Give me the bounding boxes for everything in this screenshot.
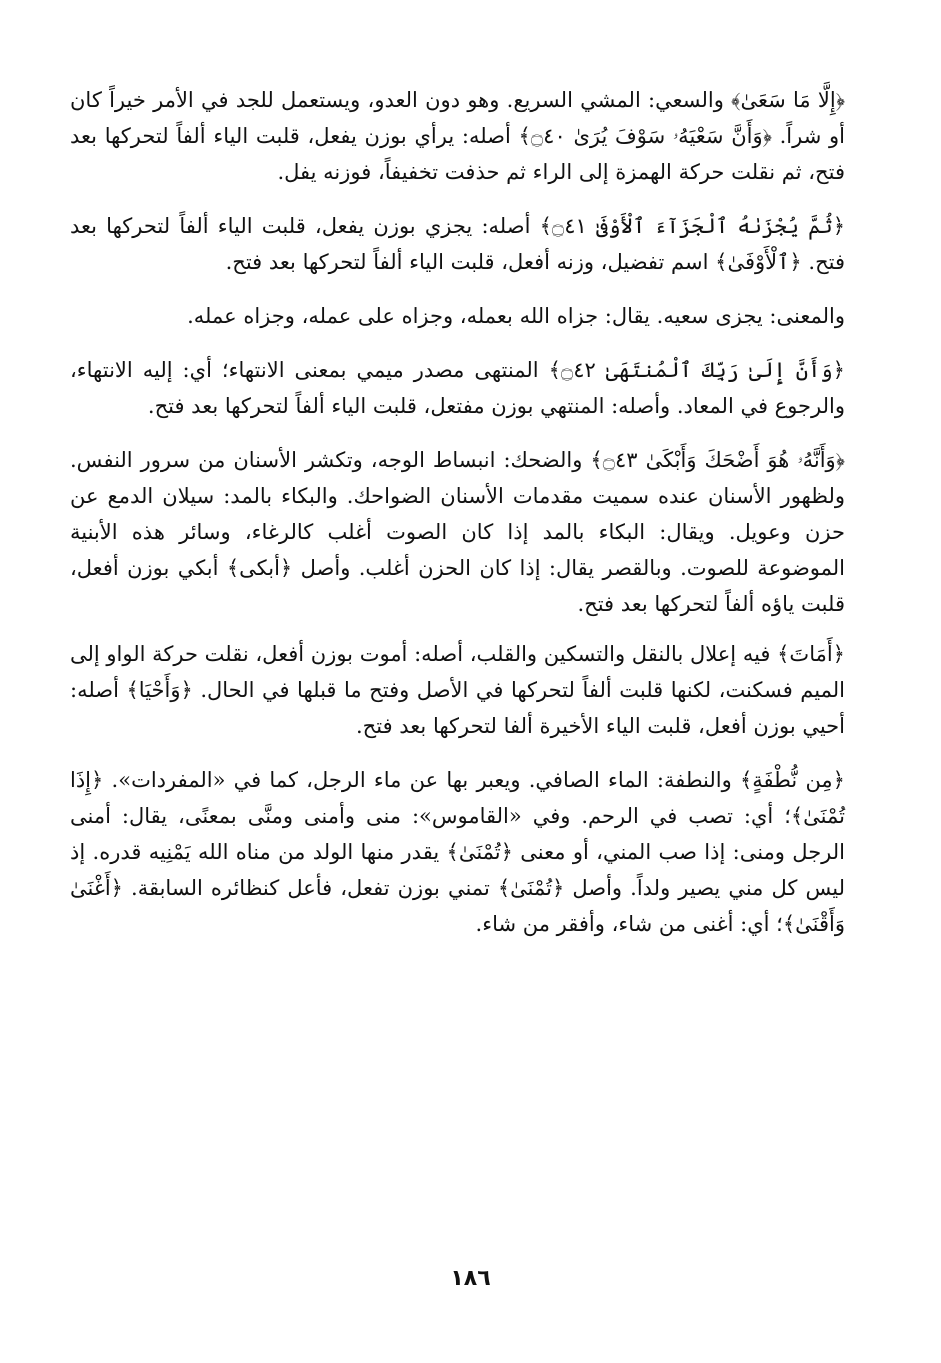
paragraph-2: ﴿ثُمَّ يُجْزَىٰهُ ٱلْجَزَآءَ ٱلْأَوْفَىٰ ۝٤١﴾ أصله: يجزي بوزن يفعل، قلبت الياء ألفاً لتحركها بعد فتح. ﴿ٱلْأَوْفَىٰ﴾ اسم تفضيل، وزنه أفعل، قلبت الياء ألفاً لتحركها بعد فتح.	[70, 214, 845, 274]
page-number: ١٨٦	[450, 1266, 491, 1291]
paragraph-1: ﴿إِلَّا مَا سَعَىٰ﴾ والسعي: المشي السريع. وهو دون العدو، ويستعمل للجد في الأمر خيراً كان أو شراً. ﴿وَأَنَّ سَعْيَهُۥ سَوْفَ يُرَىٰ ۝٤٠﴾ أصله: يرأي بوزن يفعل، قلبت الياء ألفاً لتحركها بعد فتح، ثم نقلت حركة الهمزة إلى الراء ثم حذفت تخفيفاً، فوزنه يفل.	[70, 88, 845, 184]
page-body	[70, 82, 845, 956]
paragraph-6: ﴿أَمَاتَ﴾ فيه إعلال بالنقل والتسكين والقلب، أصله: أموت بوزن أفعل، نقلت حركة الواو إلى الميم فسكنت، لكنها قلبت ألفاً لتحركها في الأصل وفتح ما قبلها في الحال. ﴿وَأَحْيَا﴾ أصله: أحيي بوزن أفعل، قلبت الياء الأخيرة ألفا لتحركها بعد فتح.	[70, 642, 845, 738]
paragraph-4: ﴿وَأَنَّ إِلَىٰ رَبِّكَ ٱلْمُنتَهَىٰ ۝٤٢﴾ المنتهى مصدر ميمي بمعنى الانتهاء؛ أي: إليه الانتهاء، والرجوع في المعاد. وأصله: المنتهي بوزن مفتعل، قلبت الياء ألفاً لتحركها بعد فتح.	[70, 358, 845, 418]
paragraph-7: ﴿مِن نُّطْفَةٍ﴾ والنطفة: الماء الصافي. ويعبر بها عن ماء الرجل، كما في «المفردات». ﴿إِذَا تُمْنَىٰ﴾؛ أي: تصب في الرحم. وفي «القاموس»: منى وأمنى ومنَّى بمعنًى، يقال: أمنى الرجل ومنى: إذا صب المني، أو معنى ﴿تُمْنَىٰ﴾ يقدر منها الولد من مناه الله يَمْنِيه قدره. إذ ليس كل مني يصير ولداً. وأصل ﴿تُمْنَىٰ﴾ تمني بوزن تفعل، فأعل كنظائره السابقة. ﴿أَغْنَىٰ وَأَقْنَىٰ﴾؛ أي: أغنى من شاء، وأفقر من شاء.	[70, 768, 845, 936]
paragraph-5: ﴿وَأَنَّهُۥ هُوَ أَضْحَكَ وَأَبْكَىٰ ۝٤٣﴾ والضحك: انبساط الوجه، وتكشر الأسنان من سرور النفس. ولظهور الأسنان عنده سميت مقدمات الأسنان الضواحك. والبكاء بالمد: سيلان الدمع عن حزن وعويل. ويقال: البكاء بالمد إذا كان الصوت أغلب كالرغاء، وسائر هذه الأبنية الموضوعة للصوت. وبالقصر يقال: إذا كان الحزن أغلب. وأصل ﴿أبكى﴾ أبكي بوزن أفعل، قلبت ياؤه ألفاً لتحركها بعد فتح.	[70, 448, 845, 616]
paragraph-3: والمعنى: يجزى سعيه. يقال: جزاه الله بعمله، وجزاه على عمله، وجزاه عمله.	[187, 304, 845, 328]
